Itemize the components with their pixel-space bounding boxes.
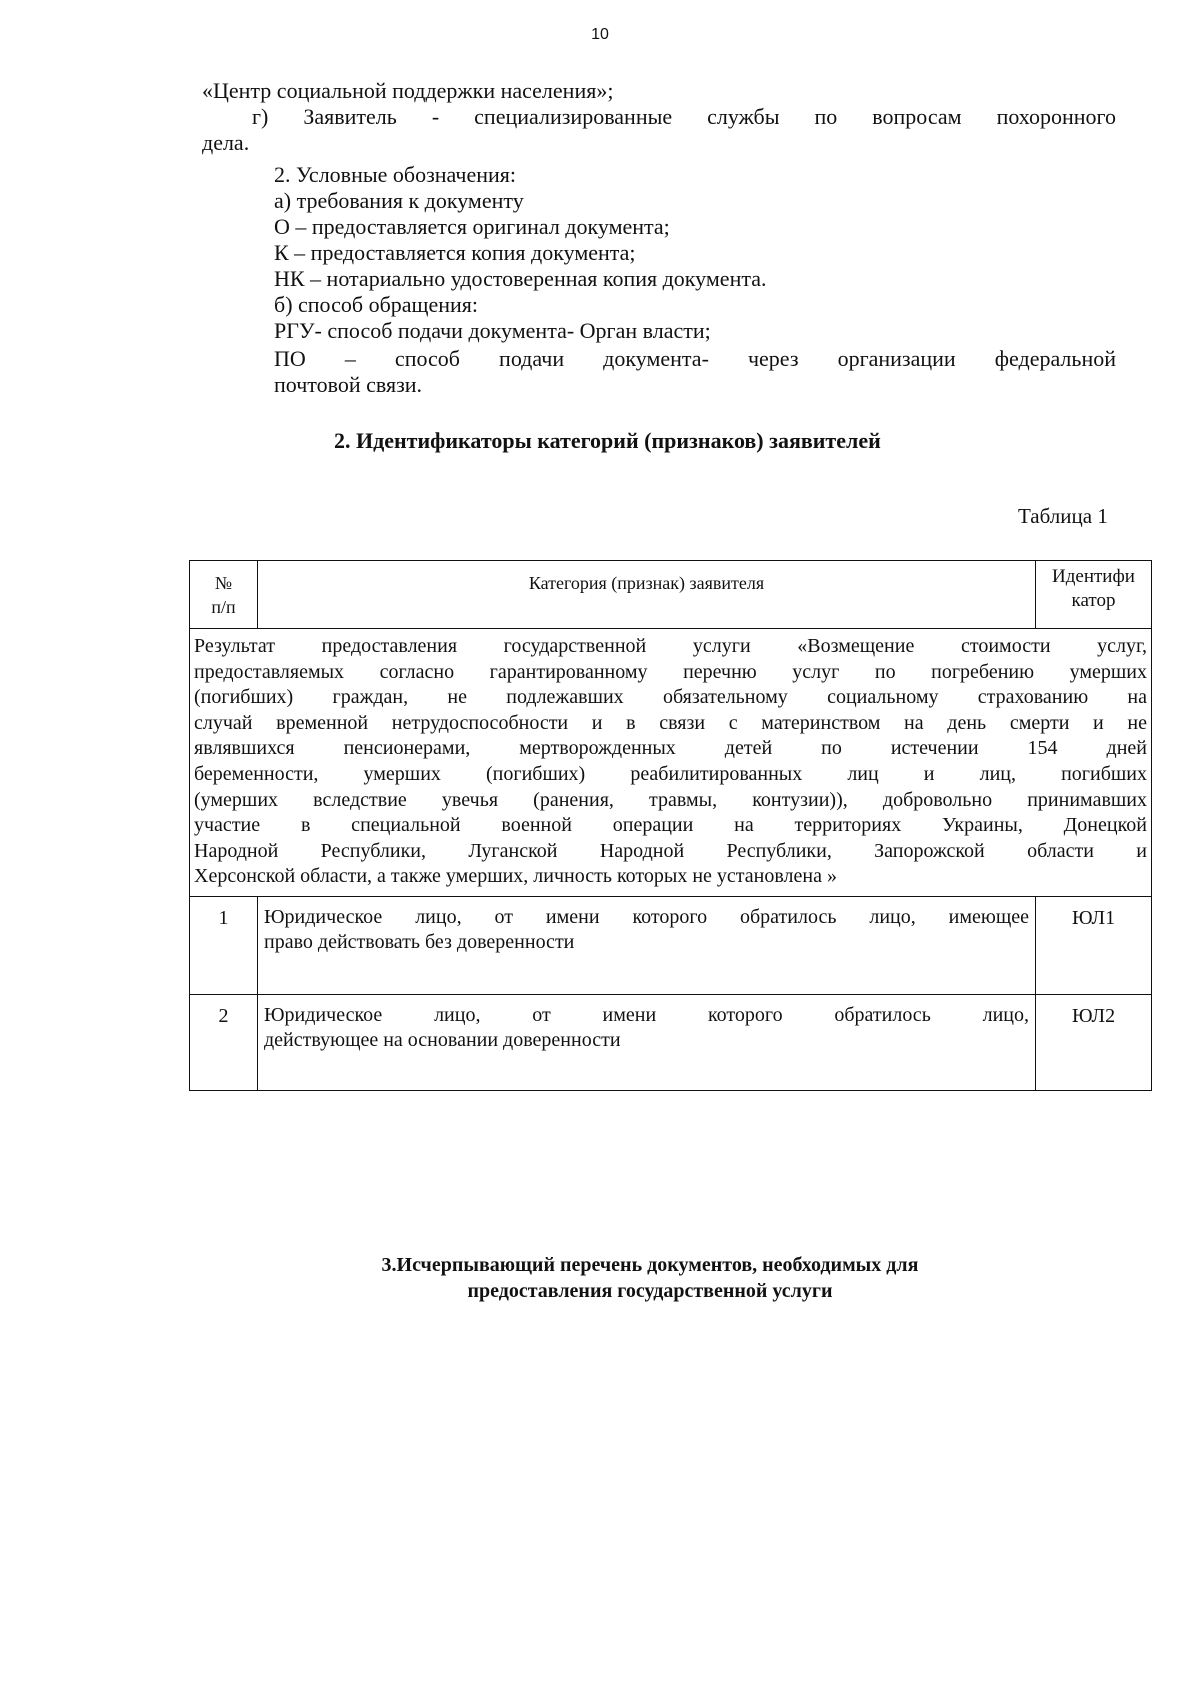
applicant-categories-table <box>189 560 1152 1091</box>
result-row <box>190 629 1152 897</box>
row-2-category-line-2: действующее на основании доверенности <box>264 1028 621 1051</box>
row-1-category <box>258 896 1036 994</box>
legend-a-title: а) требования к документу <box>274 188 524 213</box>
table-row <box>190 896 1152 994</box>
result-line: (погибших) граждан, не подлежавших обязательному социальному страхованию на <box>194 686 1147 709</box>
result-description <box>190 629 1152 897</box>
row-2-num: 2 <box>190 994 258 1090</box>
row-2-identifier: ЮЛ2 <box>1036 994 1152 1090</box>
intro-line-2 <box>252 104 1116 130</box>
table-header-row <box>190 561 1152 629</box>
legend-nk: НК – нотариально удостоверенная копия документа. <box>274 266 767 291</box>
header-num <box>190 561 258 629</box>
legend-k: К – предоставляется копия документа; <box>274 240 636 265</box>
header-identifier <box>1036 561 1152 629</box>
legend-po <box>274 346 1116 372</box>
row-1-category-line-1: Юридическое лицо, от имени которого обратилось лицо, имеющее <box>264 905 1029 928</box>
result-line: Херсонской области, а также умерших, личность которых не установлена » <box>194 865 837 888</box>
row-2-category-line-1: Юридическое лицо, от имени которого обратилось лицо, <box>264 1003 1029 1026</box>
header-num-line-1: № <box>214 573 233 593</box>
result-line: беременности, умерших (погибших) реабилитированных лиц и лиц, погибших <box>194 762 1147 785</box>
header-id-line-1: Идентифи <box>1052 566 1135 587</box>
result-line: (умерших вследствие увечья (ранения, травмы, контузии)), добровольно принимавших <box>194 788 1147 811</box>
legend-o: О – предоставляется оригинал документа; <box>274 214 670 239</box>
result-line: предоставляемых согласно гарантированному перечню услуг по погребению умерших <box>194 660 1147 683</box>
header-category: Категория (признак) заявителя <box>258 561 1036 629</box>
legend-rgu: РГУ- способ подачи документа- Орган власти; <box>274 318 711 343</box>
result-line: являвшихся пенсионерами, мертворожденных детей по истечении 154 дней <box>194 737 1147 760</box>
row-2-category <box>258 994 1036 1090</box>
header-id-line-2: катор <box>1071 590 1116 611</box>
result-line: участие в специальной военной операции на территориях Украины, Донецкой <box>194 814 1147 837</box>
intro-line-1: «Центр социальной поддержки населения»; <box>202 78 614 103</box>
table-row <box>190 994 1152 1090</box>
legend-b-title: б) способ обращения: <box>274 292 479 317</box>
intro-line-2-text: г) Заявитель - специализированные службы по вопросам похоронного <box>252 104 1116 129</box>
legend-po-line-2: почтовой связи. <box>274 372 423 397</box>
legend-title: 2. Условные обозначения: <box>274 162 517 187</box>
section-2-heading: 2. Идентификаторы категорий (признаков) заявителей <box>334 428 881 453</box>
intro-line-3: дела. <box>202 130 250 155</box>
page-number: 10 <box>591 26 609 43</box>
row-1-num: 1 <box>190 896 258 994</box>
section-3-heading-line-1: 3.Исчерпывающий перечень документов, необходимых для <box>381 1254 919 1276</box>
legend-po-line-1: ПО – способ подачи документа- через организации федеральной <box>274 346 1116 371</box>
section-3-heading-line-2: предоставления государственной услуги <box>467 1280 833 1302</box>
result-line: Результат предоставления государственной услуги «Возмещение стоимости услуг, <box>194 635 1147 657</box>
header-num-line-2: п/п <box>211 597 236 617</box>
table-caption: Таблица 1 <box>1018 504 1108 528</box>
row-1-identifier: ЮЛ1 <box>1036 896 1152 994</box>
row-1-category-line-2: право действовать без доверенности <box>264 930 575 953</box>
result-line: Народной Республики, Луганской Народной Республики, Запорожской области и <box>194 839 1147 862</box>
result-line: случай временной нетрудоспособности и в связи с материнством на день смерти и не <box>194 711 1147 734</box>
